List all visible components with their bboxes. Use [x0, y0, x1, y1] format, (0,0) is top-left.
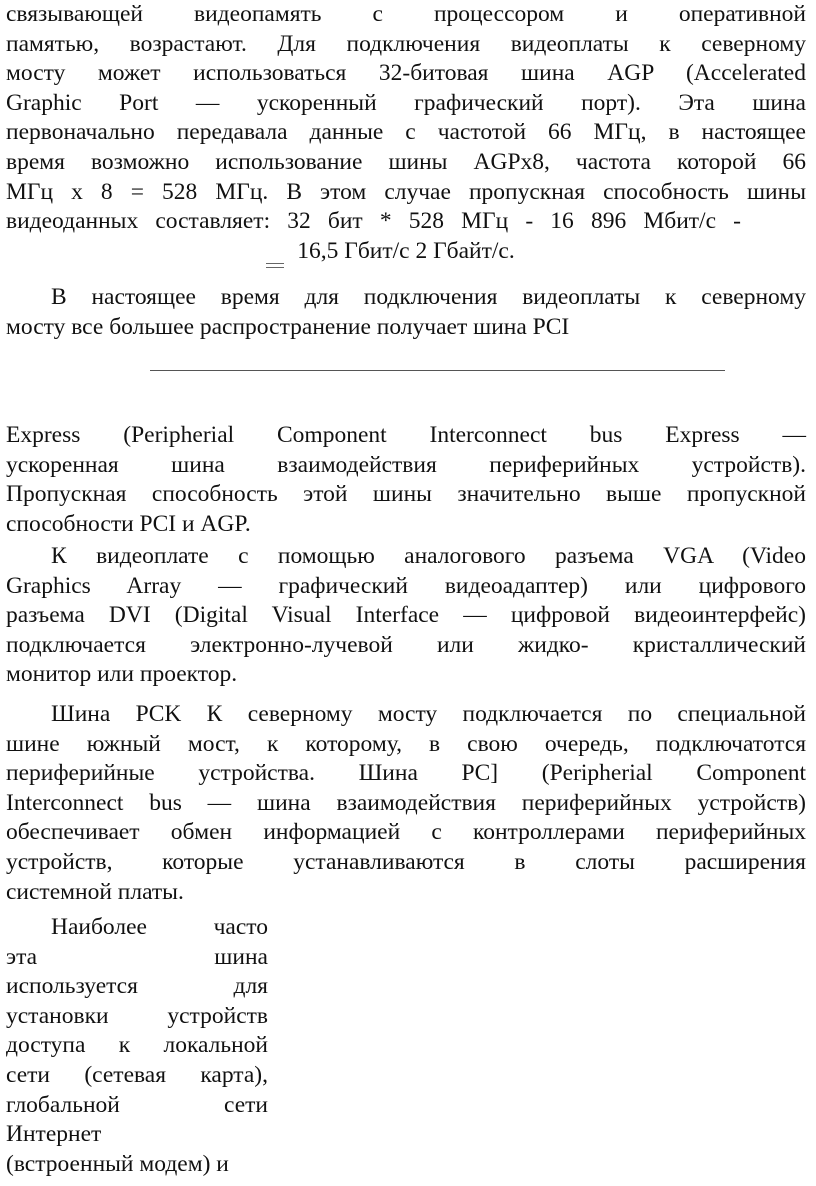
text-line: Пропускная способность этой шины значительно выше пропускной: [6, 481, 806, 508]
text-line: памятью, возрастают. Для подключения видеоплаты к северному: [6, 30, 806, 57]
text-line: устройств, которые устанавливаются в слоты расширения: [6, 848, 806, 875]
text-line: монитор или проектор.: [6, 661, 238, 688]
text-line: доступа к локальной: [6, 1032, 268, 1059]
text-line: Interconnect bus — шина взаимодействия периферийных устройств): [6, 789, 806, 816]
text-line: МГц х 8 = 528 МГц. В этом случае пропускная способность шины: [6, 178, 806, 205]
text-line: Express (Peripherial Component Interconnect bus Express —: [6, 422, 806, 448]
text-line: В настоящее время для подключения видеоплаты к северному: [51, 284, 806, 310]
text-line: обеспечивает обмен информацией с контроллерами периферийных: [6, 819, 806, 846]
text-line: глобальной сети: [6, 1091, 268, 1118]
text-line: Шина PCK К северному мосту подключается по специальной: [51, 701, 806, 727]
text-line: К видеоплате с помощью аналогового разъема VGA (Video: [51, 543, 806, 569]
paragraph-vga-dvi: [6, 542, 806, 690]
text-line: мосту все большее распространение получает шина PCI: [6, 313, 570, 340]
paragraph-pci: [6, 283, 806, 342]
text-line: первоначально передавала данные с частотой 66 МГц, в настоящее: [6, 119, 806, 146]
text-line: сети (сетевая карта),: [6, 1061, 268, 1088]
text-line: разъема DVI (Digital Visual Interface — цифровой видеоинтерфейс): [6, 602, 806, 629]
equals-mark-icon: [266, 263, 284, 271]
text-line: установки устройств: [6, 1002, 268, 1029]
text-line: мосту может использоваться 32-битовая шина AGP (Accelerated: [6, 60, 806, 87]
text-line: подключается электронно-лучевой или жидко- кристаллический: [6, 631, 806, 658]
paragraph-agp: [6, 0, 806, 266]
text-line: Graphics Array — графический видеоадаптер) или цифрового: [6, 572, 806, 599]
text-line: время возможно использование шины AGPx8, частота которой 66: [6, 148, 806, 175]
text-line: видеоданных составляет: 32 бит * 528 МГц - 16 896 Мбит/с -: [6, 208, 741, 235]
text-line: периферийные устройства. Шина PC] (Peripherial Component: [6, 760, 806, 787]
text-line: Наиболее часто: [51, 914, 268, 940]
paragraph-pci-express: [6, 421, 806, 539]
text-line: системной платы.: [6, 878, 184, 905]
text-line: Graphic Port — ускоренный графический порт). Эта шина: [6, 89, 806, 116]
text-line: (встроенный модем) и: [6, 1150, 229, 1177]
text-line: эта шина: [6, 943, 268, 970]
text-line: способности PCI и AGP.: [6, 510, 251, 537]
paragraph-pci-bus: [6, 700, 806, 907]
paragraph-side-column: [6, 913, 268, 1179]
page-break-divider: [150, 370, 725, 371]
text-line: 16,5 Гбит/с 2 Гбайт/с.: [297, 237, 515, 264]
text-line: Интернет: [6, 1121, 102, 1148]
text-line: ускоренная шина взаимодействия периферийных устройств).: [6, 451, 806, 478]
text-line: используется для: [6, 973, 268, 1000]
text-line: связывающей видеопамять с процессором и оперативной: [6, 1, 806, 27]
text-line: шине южный мост, к которому, в свою очередь, подключатотся: [6, 730, 806, 757]
